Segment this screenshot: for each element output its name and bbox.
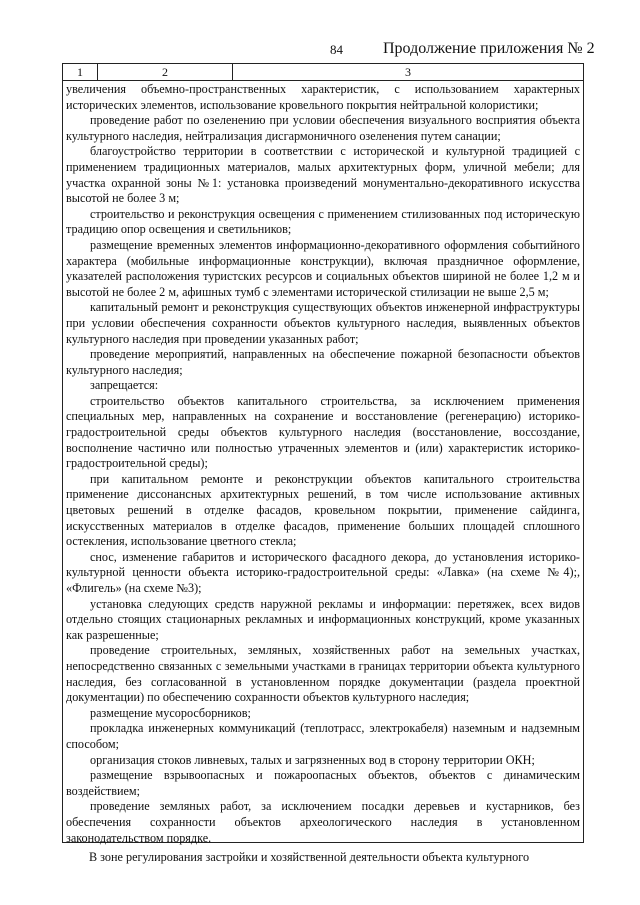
page-number: 84 xyxy=(330,42,343,57)
paragraph-4: размещение временных элементов информационно-декоративного оформления событийного характера (мобильные информационные конструкции), включая праздничное оформление, указателей расположения туристских ресурсов и социальных объектов шириной не более 1,2 м и высотой не более 2 м, афишных тумб с элементами исторической стилизации не выше 2,5 м; xyxy=(66,237,580,299)
paragraph-8: строительство объектов капитального строительства, за исключением применения специальных мер, направленных на сохранение и восстановление (регенерацию) историко-градостроительной среды объектов культурного наследия (восстановление, воссоздание, восполнение частично или полностью утраченных элементов и (или) характеристик историко-градостроительной среды); xyxy=(66,393,580,471)
column-header-table xyxy=(62,63,584,81)
tail-paragraph: В зоне регулирования застройки и хозяйственной деятельности объекта культурного xyxy=(89,850,530,864)
paragraph-9: при капитальном ремонте и реконструкции объектов капитального строительства применение диссонансных архитектурных решений, в том числе использование активных цветовых решений в отделке фасадов, кровельном покрытии, применение сайдинга, искусственных материалов в отделке фасадов, применение больших площадей сплошного остекления, использование цветного стекла; xyxy=(66,471,580,549)
paragraph-10: снос, изменение габаритов и исторического фасадного декора, до установления историко-культурной ценности объекта историко-градостроительной среды: «Лавка» (на схеме №4);, «Флигель» (на схеме №3); xyxy=(66,549,580,595)
paragraph-2: благоустройство территории в соответствии с исторической и культурной традицией с применением традиционных материалов, малых архитектурных форм, уличной мебели; для участка охранной зоны №1: установка произведений монументально-декоративного искусства высотой не более 3 м; xyxy=(66,144,580,206)
paragraph-12: проведение строительных, земляных, хозяйственных работ на земельных участках, непосредственно связанных с земельными участками в границах территории объекта культурного наследия, без согласованной в установленном порядке документации (раздела проектной документации) по обеспечению сохранности объектов культурного наследия; xyxy=(66,643,580,705)
column-number-3: 3 xyxy=(405,65,411,79)
paragraph-7: запрещается: xyxy=(90,378,159,393)
paragraph-16: размещение взрывоопасных и пожароопасных объектов, объектов с динамическим воздействием; xyxy=(66,768,580,798)
paragraph-11: установка следующих средств наружной рекламы и информации: перетяжек, всех видов отдельно стоящих стационарных рекламных и информационных конструкций, кроме указанных как разрешенные; xyxy=(66,596,580,642)
paragraph-3: строительство и реконструкция освещения с применением стилизованных под историческую традицию опор освещения и светильников; xyxy=(66,206,580,237)
paragraph-6: проведение мероприятий, направленных на обеспечение пожарной безопасности объектов культурного наследия; xyxy=(66,347,580,377)
paragraph-5: капитальный ремонт и реконструкция существующих объектов инженерной инфраструктуры при условии обеспечения сохранности объектов культурного наследия, выявленных объектов культурного наследия при проведении указанных работ; xyxy=(66,300,580,346)
page-header xyxy=(0,40,640,60)
column-number-2: 2 xyxy=(98,64,233,80)
paragraph-15: организация стоков ливневых, талых и загрязненных вод в сторону территории ОКН; xyxy=(90,752,535,767)
paragraph-17: проведение земляных работ, за исключением посадки деревьев и кустарников, без обеспечения сохранности объектов археологического наследия в установленном законодательством порядке. xyxy=(66,799,580,845)
table-content-cell xyxy=(62,80,584,843)
paragraph-13: размещение мусоросборников; xyxy=(90,705,251,720)
paragraph-14: прокладка инженерных коммуникаций (теплотрасс, электрокабеля) наземным и надземным способом; xyxy=(66,721,580,751)
column-number-1: 1 xyxy=(63,64,98,80)
paragraph-1: проведение работ по озеленению при условии обеспечения визуального восприятия объекта культурного наследия, нейтрализация дисгармоничного озеленения путем санации; xyxy=(66,113,580,143)
appendix-title: Продолжение приложения № 2 xyxy=(383,40,595,57)
column-numbers-row xyxy=(63,64,583,81)
paragraph-0: увеличения объемно-пространственных характеристик, с использованием характерных исторических элементов, использование кровельного покрытия нейтральной колористики; xyxy=(66,82,580,112)
content-text xyxy=(63,80,583,846)
